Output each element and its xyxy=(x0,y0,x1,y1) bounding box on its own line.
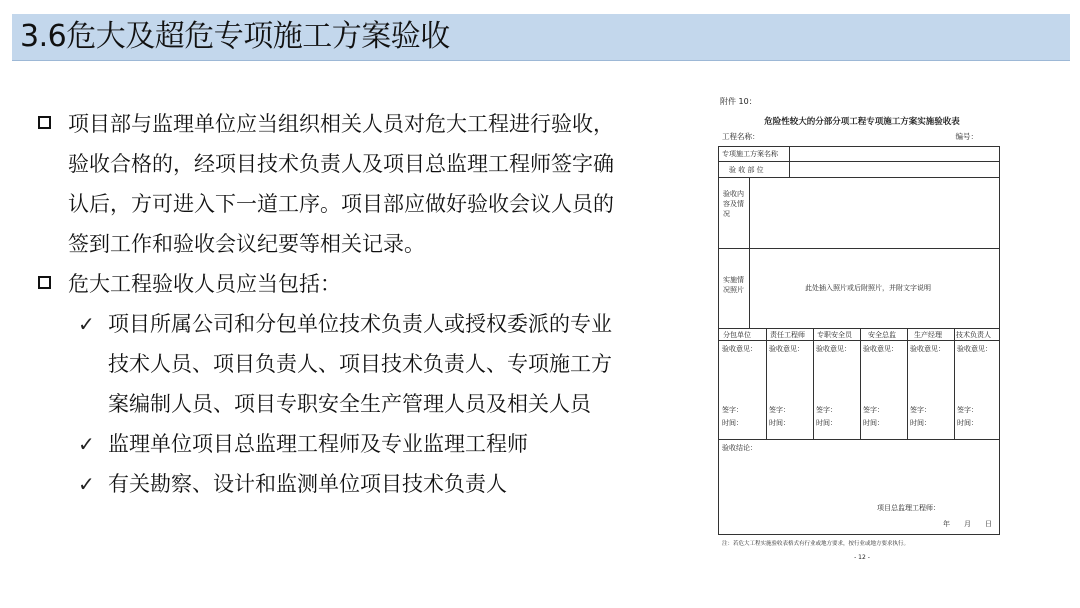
table-rule xyxy=(719,340,999,341)
role-header: 安全总监 xyxy=(868,331,896,339)
signature-column: 验收意见： xyxy=(863,345,898,353)
doc-footnote: 注：若危大工程实施验收表格式有行业或地方要求，按行业或地方要求执行。 xyxy=(722,541,910,547)
sub-bullet-line: 项目所属公司和分包单位技术负责人或授权委派的专业 xyxy=(108,312,612,336)
signature-fields: 签字： 时间： xyxy=(910,406,931,427)
signature-fields: 签字： 时间： xyxy=(722,406,743,427)
content-bullets xyxy=(36,104,676,504)
sub-bullet-item xyxy=(36,424,676,464)
plan-name-label: 专项施工方案名称 xyxy=(722,150,778,158)
table-rule xyxy=(954,328,955,439)
table-rule xyxy=(719,328,999,329)
doc-page-number: - 12 - xyxy=(854,554,870,561)
role-header: 责任工程师 xyxy=(770,331,805,339)
signature-fields: 签字： 时间： xyxy=(863,406,884,427)
square-bullet-icon xyxy=(38,116,51,129)
doc-attachment-label: 附件 10： xyxy=(720,97,757,106)
doc-title: 危险性较大的分部分项工程专项施工方案实施验收表 xyxy=(764,117,960,127)
sub-bullet-line: 技术人员、项目负责人、项目技术负责人、专项施工方 xyxy=(108,352,612,376)
bullet-line: 危大工程验收人员应当包括： xyxy=(68,272,341,296)
conclusion-label: 验收结论： xyxy=(722,444,757,452)
bullet-line: 验收合格的，经项目技术负责人及项目总监理工程师签字确 xyxy=(68,152,614,176)
table-rule xyxy=(719,439,999,440)
bullet-line: 签到工作和验收会议纪要等相关记录。 xyxy=(68,232,425,256)
table-rule xyxy=(719,248,999,249)
signature-fields: 签字： 时间： xyxy=(957,406,978,427)
title-bar xyxy=(12,14,1070,61)
doc-number-label: 编号： xyxy=(955,132,978,141)
table-rule xyxy=(719,177,999,178)
photo-label: 实施情 况照片 xyxy=(723,276,744,294)
checkmark-icon: ✓ xyxy=(78,472,95,496)
page-title: 3.6危大及超危专项施工方案验收 xyxy=(20,19,450,54)
sub-bullet-line: 监理单位项目总监理工程师及专业监理工程师 xyxy=(108,432,528,456)
table-rule xyxy=(907,328,908,439)
sub-bullet-line: 案编制人员、项目专职安全生产管理人员及相关人员 xyxy=(108,392,591,416)
date-label: 年 月 日 xyxy=(943,520,992,528)
bullet-item xyxy=(36,104,676,264)
table-rule xyxy=(813,328,814,439)
signature-column: 验收意见： xyxy=(722,345,757,353)
checkmark-icon: ✓ xyxy=(78,432,95,456)
table-rule xyxy=(749,177,750,328)
signature-column: 验收意见： xyxy=(816,345,851,353)
bullet-item xyxy=(36,264,676,304)
signature-column: 验收意见： xyxy=(769,345,804,353)
bullet-line: 项目部与监理单位应当组织相关人员对危大工程进行验收， xyxy=(68,112,614,136)
signature-column: 验收意见： xyxy=(910,345,945,353)
signature-fields: 签字： 时间： xyxy=(769,406,790,427)
acceptance-form-image xyxy=(712,88,1012,568)
signature-fields: 签字： 时间： xyxy=(816,406,837,427)
role-header: 生产经理 xyxy=(914,331,942,339)
chief-supervisor-label: 项目总监理工程师： xyxy=(877,504,940,512)
table-rule xyxy=(719,161,999,162)
role-header: 专职安全员 xyxy=(817,331,852,339)
content-label: 验收内 容及情 况 xyxy=(723,190,744,218)
role-header: 分包单位 xyxy=(723,331,751,339)
role-header: 技术负责人 xyxy=(956,331,991,339)
acceptance-table xyxy=(718,146,1000,535)
photo-note: 此处插入照片或后附照片，并附文字说明 xyxy=(805,284,931,292)
table-rule xyxy=(860,328,861,439)
table-rule xyxy=(789,147,790,177)
acceptance-part-label: 验 收 部 位 xyxy=(729,166,764,174)
sub-bullet-item xyxy=(36,304,676,424)
doc-project-label: 工程名称： xyxy=(722,132,760,141)
bullet-line: 认后，方可进入下一道工序。项目部应做好验收会议人员的 xyxy=(68,192,614,216)
checkmark-icon: ✓ xyxy=(78,312,95,336)
square-bullet-icon xyxy=(38,276,51,289)
sub-bullet-item xyxy=(36,464,676,504)
signature-column: 验收意见： xyxy=(957,345,992,353)
table-rule xyxy=(766,328,767,439)
sub-bullet-line: 有关勘察、设计和监测单位项目技术负责人 xyxy=(108,472,507,496)
